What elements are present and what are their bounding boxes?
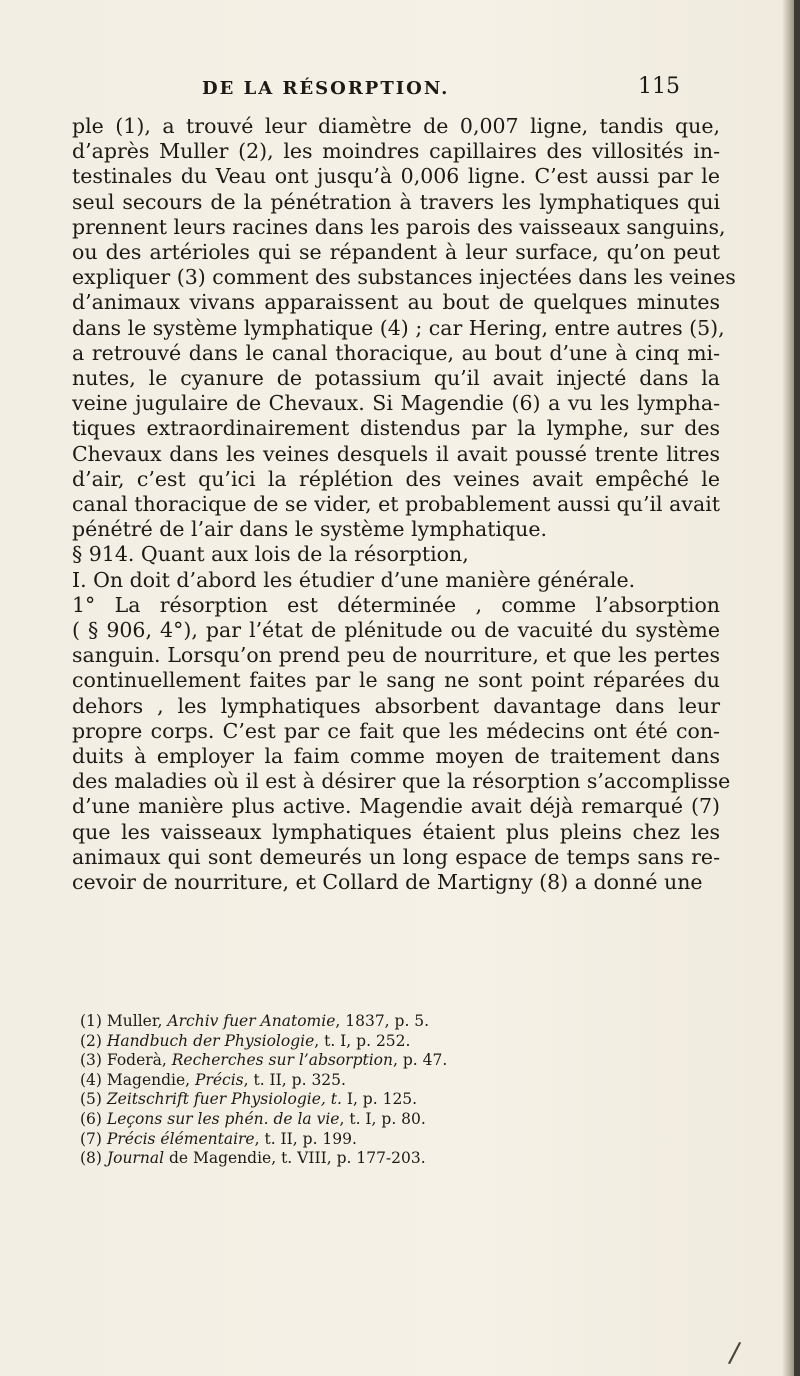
text-line: ple (1), a trouvé leur diamètre de 0,007 ligne, tandis que, <box>72 114 720 138</box>
footnote-title: Recherches sur l’absorption <box>171 1051 393 1070</box>
footnote-number: (7) <box>80 1129 102 1148</box>
footnote-reference: , t. I, p. 252. <box>314 1031 411 1050</box>
text-line: veine jugulaire de Chevaux. Si Magendie (6) a vu les lympha- <box>72 391 720 416</box>
text-line: continuellement faites par le sang ne sont point réparées du <box>72 668 720 693</box>
text-line: § 914. Quant aux lois de la résorption, <box>72 542 469 567</box>
footnote <box>80 1130 720 1150</box>
footnote <box>80 1110 720 1130</box>
text-line: canal thoracique de se vider, et probablement aussi qu’il avait <box>72 492 720 517</box>
page-header <box>120 74 680 104</box>
footnote-reference: , t. II, p. 325. <box>243 1070 346 1089</box>
footnote-reference: , t. I, p. 80. <box>339 1109 426 1128</box>
footnote-number: (6) <box>80 1109 102 1128</box>
page-edge-dark <box>794 0 800 1376</box>
footnote-number: (3) <box>80 1051 102 1070</box>
footnote-number: (8) <box>80 1149 102 1168</box>
text-line: d’air, c’est qu’ici la réplétion des veines avait empêché le <box>72 466 720 491</box>
footnote <box>80 1071 720 1091</box>
text-line: d’animaux vivans apparaissent au bout de quelques minutes <box>72 290 720 315</box>
footnote-title: Journal <box>106 1149 165 1168</box>
text-line: a retrouvé dans le canal thoracique, au bout d’une à cinq mi- <box>72 340 720 365</box>
text-line: d’une manière plus active. Magendie avait déjà remarqué (7) <box>72 794 720 819</box>
footnote-reference: , t. II, p. 199. <box>254 1129 357 1148</box>
text-line: nutes, le cyanure de potassium qu’il avait injecté dans la <box>72 366 720 391</box>
text-line: dehors , les lymphatiques absorbent davantage dans leur <box>72 693 720 718</box>
text-line: propre corps. C’est par ce fait que les médecins ont été con- <box>72 718 720 743</box>
footnote-title: Handbuch der Physiologie <box>106 1031 315 1050</box>
text-line: cevoir de nourriture, et Collard de Martigny (8) a donné une <box>72 870 703 895</box>
text-line: I. On doit d’abord les étudier d’une manière générale. <box>72 567 636 592</box>
footnote-title: Précis <box>195 1070 244 1089</box>
pencil-mark: / <box>727 1335 743 1370</box>
text-line: Chevaux dans les veines desquels il avait poussé trente litres <box>72 441 720 466</box>
text-line: tiques extraordinairement distendus par la lymphe, sur des <box>72 416 720 441</box>
text-line: pénétré de l’air dans le système lymphatique. <box>72 517 547 542</box>
footnote-title: Précis élémentaire <box>106 1129 255 1148</box>
text-line: 1° La résorption est déterminée , comme l’absorption <box>72 592 720 617</box>
text-line: ( § 906, 4°), par l’état de plénitude ou de vacuité du système <box>72 618 720 643</box>
footnote <box>80 1090 720 1110</box>
footnote-title: Leçons sur les phén. de la vie <box>106 1109 340 1128</box>
footnote-reference: , p. 47. <box>393 1051 448 1070</box>
text-line: que les vaisseaux lymphatiques étaient plus pleins chez les <box>72 819 720 844</box>
footnote-title: Archiv fuer Anatomie <box>167 1012 336 1030</box>
footnote <box>80 1012 720 1032</box>
text-line: d’après Muller (2), les moindres capillaires des villosités in- <box>72 139 720 164</box>
footnote-number: (4) <box>80 1070 102 1089</box>
footnote-number: (2) <box>80 1031 102 1050</box>
footnote-reference: , 1837, p. 5. <box>335 1012 430 1030</box>
page-number: 115 <box>638 74 680 99</box>
footnote-author: Foderà, <box>106 1051 172 1070</box>
text-line: duits à employer la faim comme moyen de traitement dans <box>72 744 720 769</box>
footnote-title: Zeitschrift fuer Physiologie, t. <box>106 1090 342 1109</box>
text-line: prennent leurs racines dans les parois des vaisseaux sanguins, <box>72 214 726 239</box>
footnote-number: (1) <box>80 1012 102 1030</box>
text-line: animaux qui sont demeurés un long espace de temps sans re- <box>72 844 720 869</box>
footnote-author: Magendie, <box>106 1070 196 1089</box>
text-line: expliquer (3) comment des substances injectées dans les veines <box>72 265 736 290</box>
body-text <box>72 114 736 895</box>
footnote <box>80 1051 720 1071</box>
text-line: des maladies où il est à désirer que la résorption s’accomplisse <box>72 769 731 794</box>
footnote <box>80 1032 720 1052</box>
footnote-author: Muller, <box>106 1012 168 1030</box>
footnote-reference: de Magendie, t. VIII, p. 177-203. <box>164 1149 426 1168</box>
footnote <box>80 1149 720 1169</box>
text-line: testinales du Veau ont jusqu’à 0,006 ligne. C’est aussi par le <box>72 164 720 189</box>
text-line: ou des artérioles qui se répandent à leur surface, qu’on peut <box>72 240 720 265</box>
text-line: dans le système lymphatique (4) ; car Hering, entre autres (5), <box>72 315 725 340</box>
footnote-reference: I, p. 125. <box>341 1090 418 1109</box>
running-title: DE LA RÉSORPTION. <box>202 78 450 99</box>
footnotes <box>80 1012 720 1169</box>
text-line: seul secours de la pénétration à travers les lymphatiques qui <box>72 189 720 214</box>
footnote-number: (5) <box>80 1090 102 1109</box>
text-line: sanguin. Lorsqu’on prend peu de nourriture, et que les pertes <box>72 643 720 668</box>
